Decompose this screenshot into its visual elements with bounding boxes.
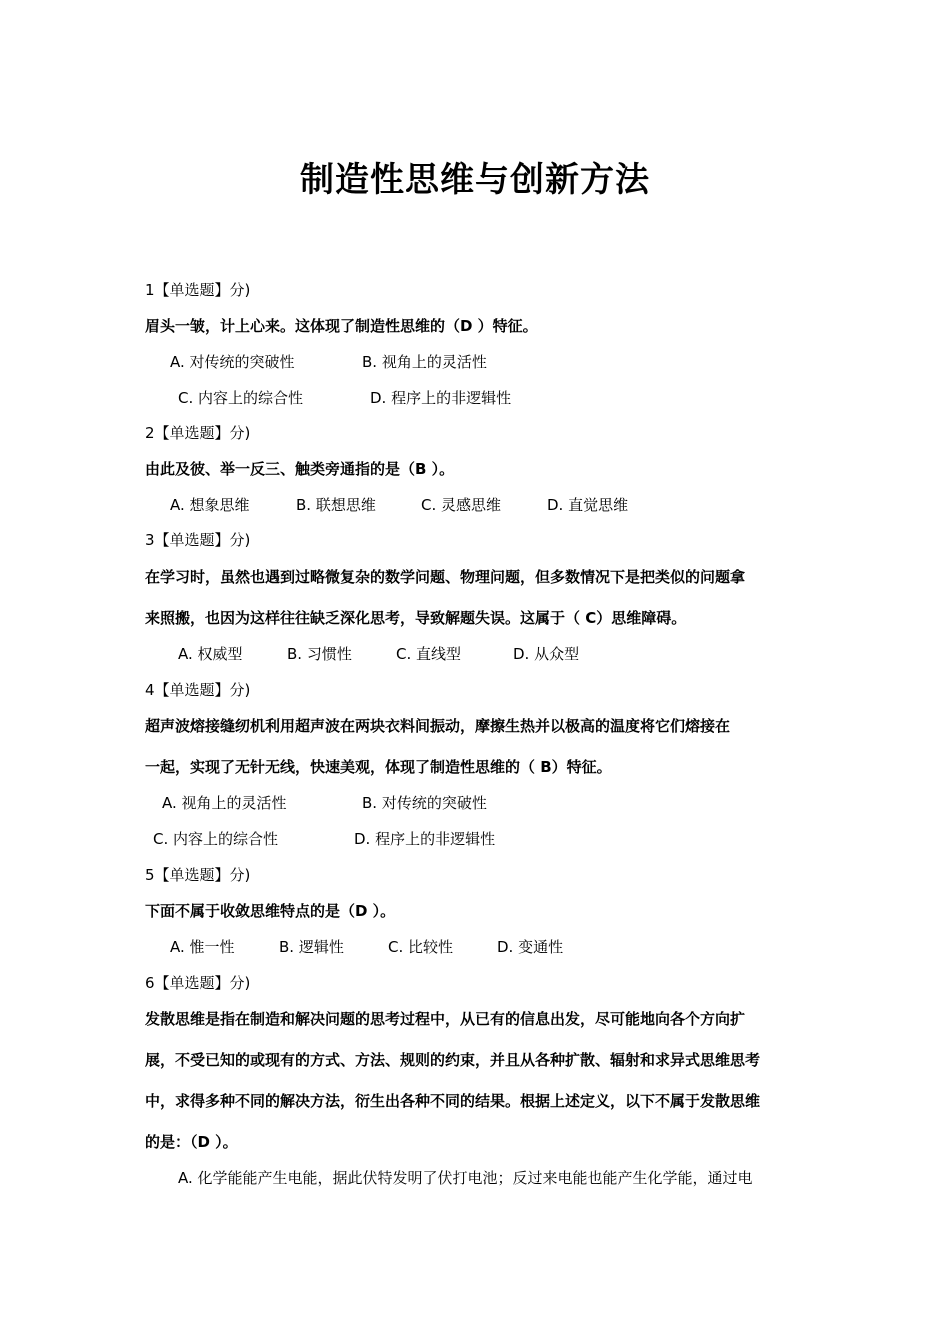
question-5-option-d: D. 变通性 [497,938,564,956]
question-1-option-c: C. 内容上的综合性 [178,389,304,407]
question-3-stem-line-2: 来照搬，也因为这样往往缺乏深化思考，导致解题失误。这属于（ C）思维障碍。 [145,609,687,627]
question-4-option-b: B. 对传统的突破性 [362,794,487,812]
question-6-stem-line-3: 中，求得多种不同的解决方法，衍生出各种不同的结果。根据上述定义，以下不属于发散思维 [145,1092,761,1110]
question-2-option-c: C. 灵感思维 [421,496,502,514]
question-5-option-a: A. 惟一性 [170,938,235,956]
question-4-option-a: A. 视角上的灵活性 [162,794,287,812]
question-2-option-d: D. 直觉思维 [547,496,629,514]
question-4-option-c: C. 内容上的综合性 [153,830,279,848]
question-1-header: 1【单选题】分) [145,281,251,299]
question-3-option-a: A. 权威型 [178,645,243,663]
question-1-stem: 眉头一皱，计上心来。这体现了制造性思维的（D ）特征。 [145,317,538,335]
question-4-stem-line-2: 一起，实现了无针无线，快速美观，体现了制造性思维的（ B）特征。 [145,758,612,776]
question-5-option-c: C. 比较性 [388,938,454,956]
question-6-stem-line-2: 展，不受已知的或现有的方式、方法、规则的约束，并且从各种扩散、辐射和求异式思维思考 [145,1051,761,1069]
question-3-option-b: B. 习惯性 [287,645,352,663]
question-6-stem-line-1: 发散思维是指在制造和解决问题的思考过程中，从已有的信息出发，尽可能地向各个方向扩 [145,1010,746,1028]
question-2-option-a: A. 想象思维 [170,496,250,514]
question-3-option-d: D. 从众型 [513,645,580,663]
question-5-option-b: B. 逻辑性 [279,938,344,956]
question-4-stem-line-1: 超声波熔接缝纫机利用超声波在两块衣料间振动，摩擦生热并以极高的温度将它们熔接在 [145,717,731,735]
question-1-option-d: D. 程序上的非逻辑性 [370,389,512,407]
page-title: 制造性思维与创新方法 [300,160,650,200]
question-6-stem-line-4: 的是：（D ）。 [145,1133,238,1151]
question-5-header: 5【单选题】分) [145,866,251,884]
question-3-header: 3【单选题】分) [145,531,251,549]
question-5-stem: 下面不属于收敛思维特点的是（D ）。 [145,902,396,920]
question-3-stem-line-1: 在学习时，虽然也遇到过略微复杂的数学问题、物理问题，但多数情况下是把类似的问题拿 [145,568,746,586]
question-3-option-c: C. 直线型 [396,645,462,663]
question-2-header: 2【单选题】分) [145,424,251,442]
question-2-option-b: B. 联想思维 [296,496,376,514]
question-1-option-b: B. 视角上的灵活性 [362,353,487,371]
question-1-option-a: A. 对传统的突破性 [170,353,295,371]
question-4-header: 4【单选题】分) [145,681,251,699]
question-2-stem: 由此及彼、举一反三、触类旁通指的是（B ）。 [145,460,455,478]
question-6-option-a: A. 化学能能产生电能，据此伏特发明了伏打电池；反过来电能也能产生化学能，通过电 [178,1169,753,1187]
question-4-option-d: D. 程序上的非逻辑性 [354,830,496,848]
question-6-header: 6【单选题】分) [145,974,251,992]
